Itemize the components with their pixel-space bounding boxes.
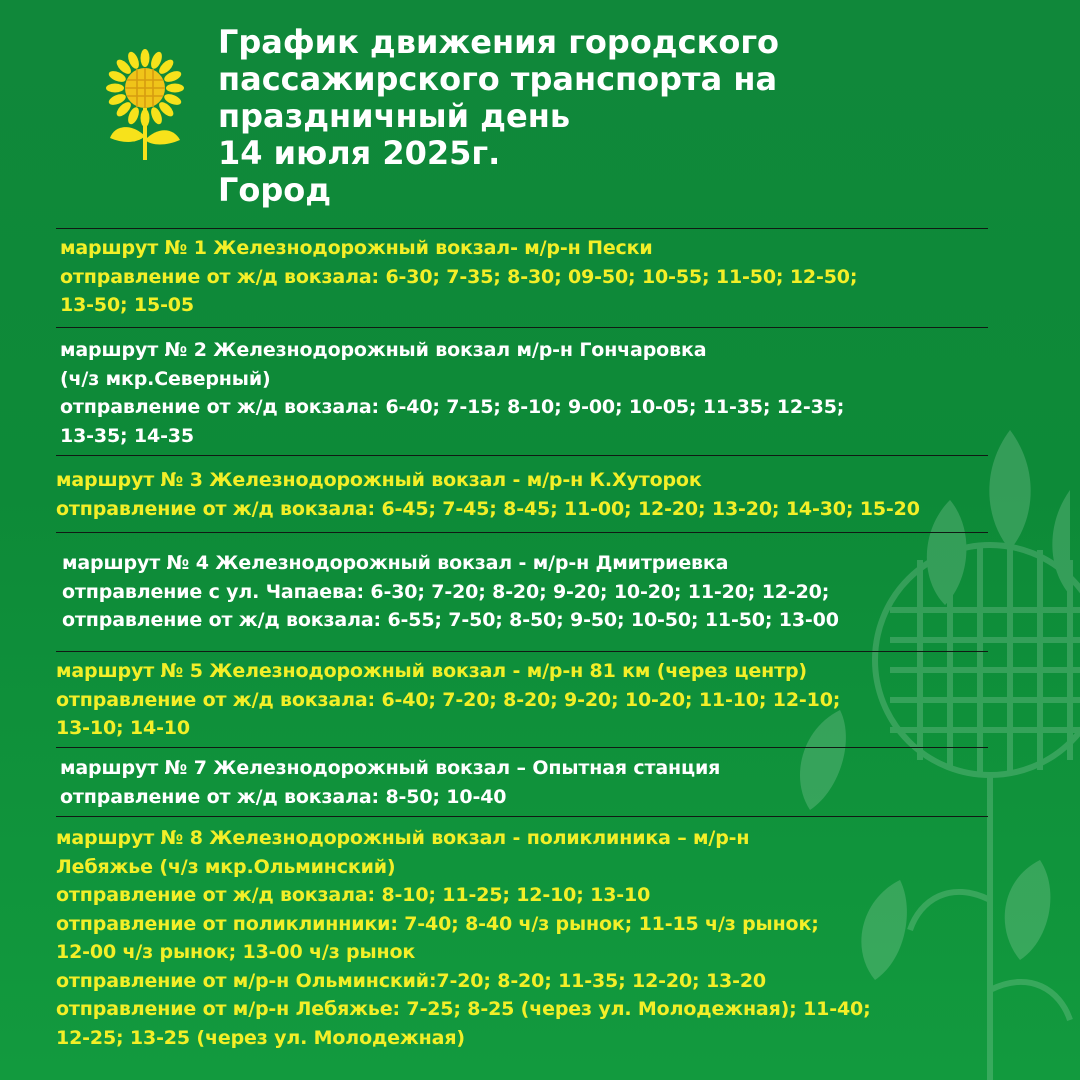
divider <box>56 228 988 229</box>
title-line: праздничный день <box>218 97 571 135</box>
route-line: отправление от ж/д вокзала: 6-45; 7-45; 8-45; 11-00; 12-20; 13-20; 14-30; 15-20 <box>56 497 920 520</box>
route-line: 12-25; 13-25 (через ул. Молодежная) <box>56 1026 465 1049</box>
divider <box>56 651 988 652</box>
title-line: пассажирского транспорта на <box>218 60 778 98</box>
route-line: отправление от м/р-н Лебяжье: 7-25; 8-25 (через ул. Молодежная); 11-40; <box>56 998 871 1020</box>
route-7-block <box>60 754 1000 811</box>
divider <box>56 455 988 456</box>
route-5-block <box>56 657 996 743</box>
route-line: отправление от ж/д вокзала: 8-10; 11-25; 12-10; 13-10 <box>56 884 651 906</box>
divider <box>56 816 988 817</box>
route-line: 13-50; 15-05 <box>60 294 194 316</box>
route-line: отправление от ж/д вокзала: 6-30; 7-35; 8-30; 09-50; 10-55; 11-50; 12-50; <box>60 265 858 288</box>
route-line: маршрут № 7 Железнодорожный вокзал – Опытная станция <box>60 757 721 779</box>
route-line: маршрут № 4 Железнодорожный вокзал - м/р-н Дмитриевка <box>62 552 729 574</box>
route-1-block <box>60 234 1000 320</box>
divider <box>56 327 988 328</box>
divider <box>56 532 988 533</box>
route-line: маршрут № 5 Железнодорожный вокзал - м/р-н 81 км (через центр) <box>56 660 807 682</box>
route-line: (ч/з мкр.Северный) <box>60 367 271 390</box>
route-line: 13-35; 14-35 <box>60 424 194 447</box>
divider <box>56 747 988 748</box>
route-3-block <box>56 466 996 523</box>
route-line: отправление от ж/д вокзала: 6-40; 7-20; 8-20; 9-20; 10-20; 11-10; 12-10; <box>56 688 841 711</box>
route-line: отправление от ж/д вокзала: 6-40; 7-15; 8-10; 9-00; 10-05; 11-35; 12-35; <box>60 396 845 418</box>
route-line: маршрут № 2 Железнодорожный вокзал м/р-н Гончаровка <box>60 339 707 361</box>
title-line: 14 июля 2025г. <box>218 134 501 172</box>
route-line: отправление от поликлинники: 7-40; 8-40 ч/з рынок; 11-15 ч/з рынок; <box>56 912 819 935</box>
route-line: маршрут № 8 Железнодорожный вокзал - поликлиника – м/р-н <box>56 827 750 849</box>
route-line: маршрут № 1 Железнодорожный вокзал- м/р-н Пески <box>60 237 653 259</box>
sunflower-icon <box>100 48 190 163</box>
page-title <box>218 24 978 209</box>
title-line: Город <box>218 171 332 209</box>
route-line: отправление от ж/д вокзала: 8-50; 10-40 <box>60 785 507 808</box>
route-line: маршрут № 3 Железнодорожный вокзал - м/р-н К.Хуторок <box>56 469 702 491</box>
route-line: 12-00 ч/з рынок; 13-00 ч/з рынок <box>56 941 416 963</box>
route-line: Лебяжье (ч/з мкр.Ольминский) <box>56 855 396 878</box>
route-2-block <box>60 336 1000 450</box>
title-line: График движения городского <box>218 23 780 61</box>
route-4-block <box>62 549 1002 635</box>
route-8-block <box>56 824 996 1052</box>
route-line: отправление от ж/д вокзала: 6-55; 7-50; 8-50; 9-50; 10-50; 11-50; 13-00 <box>62 609 839 631</box>
route-line: отправление от м/р-н Ольминский:7-20; 8-20; 11-35; 12-20; 13-20 <box>56 969 766 992</box>
route-line: 13-10; 14-10 <box>56 717 190 739</box>
route-line: отправление с ул. Чапаева: 6-30; 7-20; 8-20; 9-20; 10-20; 11-20; 12-20; <box>62 580 830 603</box>
